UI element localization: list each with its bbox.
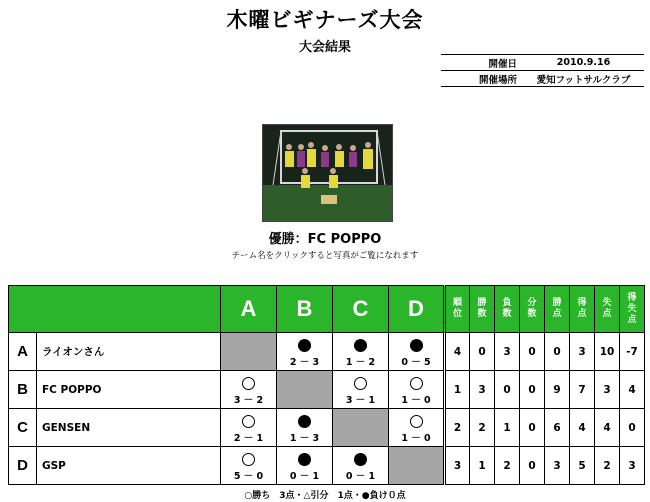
team-name-link[interactable]: GSP <box>37 447 221 485</box>
stat-goals-for: 5 <box>570 447 595 485</box>
venue-value: 愛知フットサルクラブ <box>523 71 644 87</box>
stat-points: 6 <box>545 409 570 447</box>
header-blank <box>9 286 221 333</box>
match-score: 1 － 0 <box>401 433 431 444</box>
match-cell-a <box>221 333 277 371</box>
win-circle-icon <box>242 453 255 466</box>
stat-header-label: 順位 <box>452 298 462 319</box>
team-row-c <box>9 409 645 447</box>
col-header-draws <box>520 286 545 333</box>
results-header-row <box>9 286 645 333</box>
match-score: 2 － 3 <box>289 357 320 368</box>
team-row-a <box>9 333 645 371</box>
match-score: 3 － 1 <box>345 395 376 406</box>
match-cell-d <box>389 333 445 371</box>
match-cell-c <box>333 409 389 447</box>
stat-rank: 1 <box>445 371 470 409</box>
results-table <box>8 285 645 485</box>
win-circle-icon <box>354 377 367 390</box>
stat-wins: 1 <box>470 447 495 485</box>
stat-header-label: 勝数 <box>477 298 487 319</box>
stat-header-label: 失点 <box>602 298 612 319</box>
stat-header-label: 負数 <box>502 298 512 319</box>
stat-goal-diff: 0 <box>620 409 645 447</box>
match-score: 1 － 3 <box>289 433 320 444</box>
match-score: 0 － 1 <box>289 471 320 482</box>
win-circle-icon <box>242 377 255 390</box>
stat-rank: 4 <box>445 333 470 371</box>
stat-goals-for: 3 <box>570 333 595 371</box>
stat-goal-diff: 3 <box>620 447 645 485</box>
loss-dot-icon <box>298 453 311 466</box>
match-cell-b <box>277 371 333 409</box>
match-cell-d <box>389 447 445 485</box>
col-header-c: C <box>333 286 389 333</box>
match-cell-a <box>221 447 277 485</box>
stat-wins: 3 <box>470 371 495 409</box>
match-score: 2 － 1 <box>233 433 264 444</box>
team-name-link[interactable]: FC POPPO <box>37 371 221 409</box>
stat-goals-for: 4 <box>570 409 595 447</box>
team-row-d <box>9 447 645 485</box>
row-key: C <box>9 409 37 447</box>
date-row <box>441 55 644 71</box>
venue-label: 開催場所 <box>441 71 523 87</box>
col-header-goals-for <box>570 286 595 333</box>
match-cell-b <box>277 333 333 371</box>
stat-draws: 0 <box>520 447 545 485</box>
match-score: 5 － 0 <box>233 471 264 482</box>
col-header-goals-against <box>595 286 620 333</box>
stat-goals-against: 2 <box>595 447 620 485</box>
match-score: 1 － 0 <box>401 395 431 406</box>
match-cell-c <box>333 371 389 409</box>
win-circle-icon <box>410 415 423 428</box>
row-key: B <box>9 371 37 409</box>
team-name-link[interactable]: ライオンさん <box>37 333 221 371</box>
col-header-losses <box>495 286 520 333</box>
stat-wins: 0 <box>470 333 495 371</box>
stat-rank: 3 <box>445 447 470 485</box>
match-score: 1 － 2 <box>345 357 376 368</box>
date-value: 2010.9.16 <box>523 55 644 71</box>
page-subtitle: 大会結果 <box>298 40 351 55</box>
stat-goals-against: 10 <box>595 333 620 371</box>
loss-dot-icon <box>410 339 423 352</box>
team-name-link[interactable]: GENSEN <box>37 409 221 447</box>
stat-draws: 0 <box>520 409 545 447</box>
row-key: D <box>9 447 37 485</box>
match-cell-a <box>221 371 277 409</box>
match-cell-a <box>221 409 277 447</box>
photo-note: チーム名をクリックすると写真がご覧になれます <box>231 251 419 261</box>
stat-draws: 0 <box>520 371 545 409</box>
stat-points: 0 <box>545 333 570 371</box>
stat-points: 9 <box>545 371 570 409</box>
stat-rank: 2 <box>445 409 470 447</box>
team-photo <box>262 124 393 222</box>
stat-points: 3 <box>545 447 570 485</box>
match-cell-d <box>389 409 445 447</box>
team-row-b <box>9 371 645 409</box>
win-circle-icon <box>242 415 255 428</box>
venue-row <box>441 71 644 87</box>
stat-goals-against: 3 <box>595 371 620 409</box>
win-circle-icon <box>410 377 423 390</box>
stat-wins: 2 <box>470 409 495 447</box>
loss-dot-icon <box>298 339 311 352</box>
stat-header-label: 分数 <box>527 298 537 319</box>
match-cell-b <box>277 409 333 447</box>
stat-losses: 1 <box>495 409 520 447</box>
event-info-table <box>441 54 644 87</box>
team-photo-image <box>263 125 393 222</box>
loss-dot-icon <box>298 415 311 428</box>
stat-header-label: 得失点 <box>627 292 637 325</box>
loss-dot-icon <box>354 339 367 352</box>
match-score: 0 － 5 <box>401 357 431 368</box>
legend: ○勝ち 3点・△引分 1点・●負け０点 <box>244 491 406 501</box>
col-header-wins <box>470 286 495 333</box>
stat-draws: 0 <box>520 333 545 371</box>
match-cell-c <box>333 447 389 485</box>
loss-dot-icon <box>354 453 367 466</box>
match-score: 0 － 1 <box>345 471 376 482</box>
col-header-goal-diff <box>620 286 645 333</box>
stat-goal-diff: -7 <box>620 333 645 371</box>
stat-goal-diff: 4 <box>620 371 645 409</box>
stat-header-label: 勝点 <box>552 298 562 319</box>
stat-losses: 2 <box>495 447 520 485</box>
stat-goals-against: 4 <box>595 409 620 447</box>
page-title: 木曜ビギナーズ大会 <box>226 8 424 32</box>
row-key: A <box>9 333 37 371</box>
col-header-points <box>545 286 570 333</box>
stat-goals-for: 7 <box>570 371 595 409</box>
stat-header-label: 得点 <box>577 298 587 319</box>
col-header-a: A <box>221 286 277 333</box>
match-cell-c <box>333 333 389 371</box>
match-score: 3 － 2 <box>233 395 264 406</box>
stat-losses: 0 <box>495 371 520 409</box>
winner-label: 優勝：FC POPPO <box>268 232 382 247</box>
col-header-d: D <box>389 286 445 333</box>
match-cell-b <box>277 447 333 485</box>
col-header-rank <box>445 286 470 333</box>
match-cell-d <box>389 371 445 409</box>
stat-losses: 3 <box>495 333 520 371</box>
date-label: 開催日 <box>441 55 523 71</box>
results-body <box>9 333 645 485</box>
col-header-b: B <box>277 286 333 333</box>
